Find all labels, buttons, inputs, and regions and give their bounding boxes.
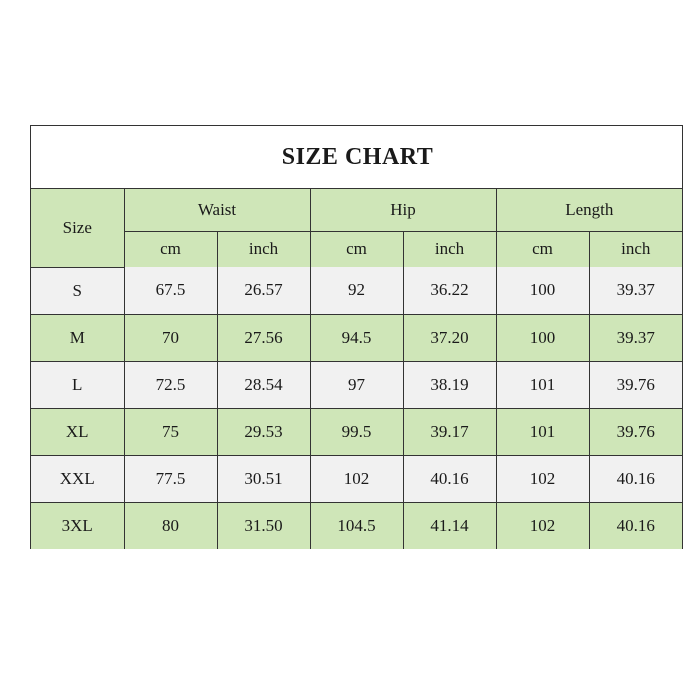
header-row-groups <box>31 189 682 231</box>
table-cell: 26.57 <box>217 267 310 314</box>
length-header: Length <box>496 189 682 231</box>
table-cell: 101 <box>496 408 589 455</box>
hip-header: Hip <box>310 189 496 231</box>
table-cell: 40.16 <box>403 455 496 502</box>
size-cell: L <box>31 361 124 408</box>
table-body <box>31 267 682 549</box>
table-row <box>31 455 682 502</box>
table-cell: 39.76 <box>589 361 682 408</box>
unit-header: cm <box>124 231 217 267</box>
table-cell: 30.51 <box>217 455 310 502</box>
table-row <box>31 314 682 361</box>
table-cell: 29.53 <box>217 408 310 455</box>
unit-header: cm <box>496 231 589 267</box>
table-cell: 40.16 <box>589 455 682 502</box>
table-cell: 27.56 <box>217 314 310 361</box>
chart-title: SIZE CHART <box>281 143 434 170</box>
table-cell: 92 <box>310 267 403 314</box>
title-row <box>31 126 682 189</box>
unit-header: inch <box>403 231 496 267</box>
table-cell: 40.16 <box>589 502 682 549</box>
table-cell: 39.76 <box>589 408 682 455</box>
unit-header: inch <box>217 231 310 267</box>
table-cell: 72.5 <box>124 361 217 408</box>
table-cell: 99.5 <box>310 408 403 455</box>
table-cell: 102 <box>310 455 403 502</box>
header-row-units <box>31 231 682 267</box>
table-cell: 37.20 <box>403 314 496 361</box>
size-cell: M <box>31 314 124 361</box>
table-cell: 31.50 <box>217 502 310 549</box>
waist-header: Waist <box>124 189 310 231</box>
table-cell: 39.17 <box>403 408 496 455</box>
table-row <box>31 267 682 314</box>
table-cell: 38.19 <box>403 361 496 408</box>
size-header: Size <box>31 189 124 267</box>
size-table <box>31 189 682 549</box>
size-chart <box>30 125 683 549</box>
table-cell: 75 <box>124 408 217 455</box>
table-cell: 39.37 <box>589 314 682 361</box>
table-cell: 102 <box>496 455 589 502</box>
unit-header: inch <box>589 231 682 267</box>
table-cell: 41.14 <box>403 502 496 549</box>
table-cell: 97 <box>310 361 403 408</box>
table-row <box>31 408 682 455</box>
table-cell: 70 <box>124 314 217 361</box>
table-cell: 104.5 <box>310 502 403 549</box>
table-cell: 28.54 <box>217 361 310 408</box>
table-cell: 39.37 <box>589 267 682 314</box>
size-cell: 3XL <box>31 502 124 549</box>
table-cell: 77.5 <box>124 455 217 502</box>
size-cell: XXL <box>31 455 124 502</box>
size-cell: S <box>31 267 124 314</box>
table-cell: 36.22 <box>403 267 496 314</box>
table-cell: 94.5 <box>310 314 403 361</box>
table-row <box>31 361 682 408</box>
table-cell: 102 <box>496 502 589 549</box>
table-cell: 101 <box>496 361 589 408</box>
table-cell: 67.5 <box>124 267 217 314</box>
table-cell: 100 <box>496 314 589 361</box>
table-cell: 100 <box>496 267 589 314</box>
table-row <box>31 502 682 549</box>
size-cell: XL <box>31 408 124 455</box>
table-cell: 80 <box>124 502 217 549</box>
unit-header: cm <box>310 231 403 267</box>
